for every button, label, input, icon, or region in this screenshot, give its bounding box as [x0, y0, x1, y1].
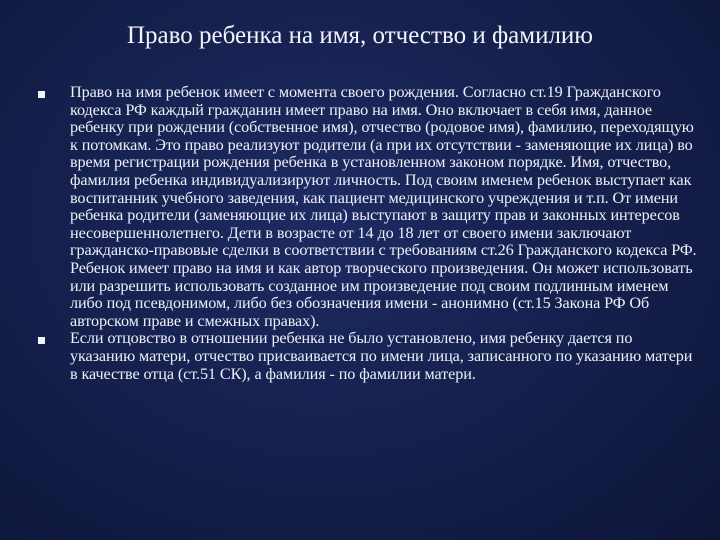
bullet-text: Если отцовство в отношении ребенка не было установлено, имя ребенку дается по указанию матери, отчество присваивается по имени лица, записанного по указанию матери в качестве отца (ст.51 СК), а фамилия - по фамилии матери. — [70, 329, 693, 383]
slide-title: Право ребенка на имя, отчество и фамилию — [127, 22, 593, 49]
bullet-item — [38, 84, 698, 330]
bullet-item — [38, 330, 698, 383]
bullet-text: Право на имя ребенок имеет с момента своего рождения. Согласно ст.19 Гражданского кодекса РФ каждый гражданин имеет право на имя. Оно включает в себя имя, данное ребенку при рождении (собственное имя), отчество (родовое имя), фамилию, переходящую к потомкам. Это право реализуют родители (а при их отсутствии - заменяющие их лица) во время регистрации рождения ребенка в установленном законом порядке. Имя, отчество, фамилия ребенка индивидуализируют личность. Под своим именем ребенок выступает как воспитанник учебного заведения, как пациент медицинского учреждения и т.п. От имени ребенка родители (заменяющие их лица) выступают в защиту прав и законных интересов несовершеннолетнего. Дети в возрасте от 14 до 18 лет от своего имени заключают гражданско-правовые сделки в соответствии с требованиям ст.26 Гражданского кодекса РФ. Ребенок имеет право на имя и как автор творческого произведения. Он может использовать или разрешить использовать созданное им произведение под своим подлинным именем либо под псевдонимом, либо без обозначения имени - анонимно (ст.15 Закона РФ Об авторском праве и смежных правах). — [70, 83, 697, 330]
bullet-list — [38, 84, 698, 383]
square-bullet-icon — [38, 84, 70, 102]
square-bullet-icon — [38, 330, 70, 348]
